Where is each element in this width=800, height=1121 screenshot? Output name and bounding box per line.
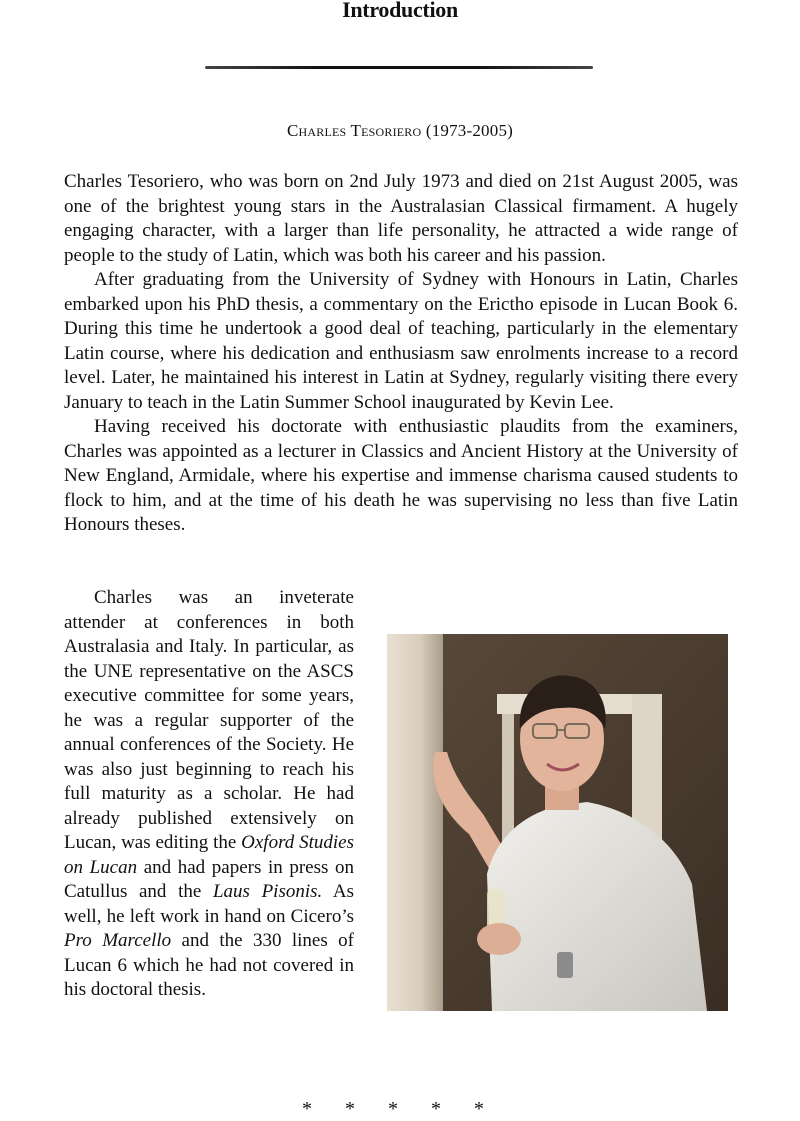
p4-italic-oxford-studies: Oxford Studies on Lucan <box>64 832 354 878</box>
p4-italic-pro-marcello: Pro Marcello <box>64 930 172 951</box>
portrait-photo <box>387 634 728 1011</box>
p4-italic-laus-pisonis: Laus Pisonis. <box>212 881 323 902</box>
section-heading <box>0 120 800 142</box>
paragraph-3: Having received his doctorate with enthusiastic plaudits from the examiners, Charles was appointed as a lecturer in Classics and Ancient History at the University of New England, Armidale, where his expertise and immense charisma caused students to flock to him, and at the time of his death he was supervising no less than five Latin Honours theses. <box>64 416 738 535</box>
section-heading-dates: (1973-2005) <box>425 121 514 140</box>
body-text-narrow <box>64 586 354 1003</box>
p4-text-4: and the 330 lines of Lucan 6 which he had not covered in his doctoral thesis. <box>64 930 354 1000</box>
paragraph-1: Charles Tesoriero, who was born on 2nd July 1973 and died on 21st August 2005, was one of the brightest young stars in the Australasian Classical firmament. A hugely engaging character, with a larger than life personality, he attracted a wide range of people to the study of Latin, which was both his career and his passion. <box>64 171 738 266</box>
paragraph-4 <box>64 586 354 1003</box>
section-heading-name: Charles Tesoriero <box>286 121 422 140</box>
paragraph-2: After graduating from the University of Sydney with Honours in Latin, Charles embarked upon his PhD thesis, a commentary on the Erictho episode in Lucan Book 6. During this time he undertook a good deal of teaching, particularly in the elementary Latin course, where his dedication and enthusiasm saw enrolments increase to a record level. Later, he maintained his interest in Latin at Sydney, regularly visiting there every January to teach in the Latin Summer School inaugurated by Kevin Lee. <box>64 269 738 413</box>
p4-text-1: Charles was an inveterate attender at conferences in both Australasia and Italy. In particular, as the UNE representative on the ASCS executive committee for some years, he was a regular supporter of the annual conferences of the Society. He was also just beginning to reach his full maturity as a scholar. He had already published extensively on Lucan, was editing the <box>64 587 354 853</box>
p4-text-2: and had papers in press on Catullus and the <box>64 856 355 902</box>
section-separator: * * * * * <box>302 1098 498 1120</box>
p4-text-3: As well, he left work in hand on Cicero’s <box>64 881 355 927</box>
portrait-photo-icon <box>387 634 728 1011</box>
page-title: Introduction <box>342 0 458 22</box>
body-text <box>64 170 738 538</box>
title-divider <box>205 66 593 69</box>
